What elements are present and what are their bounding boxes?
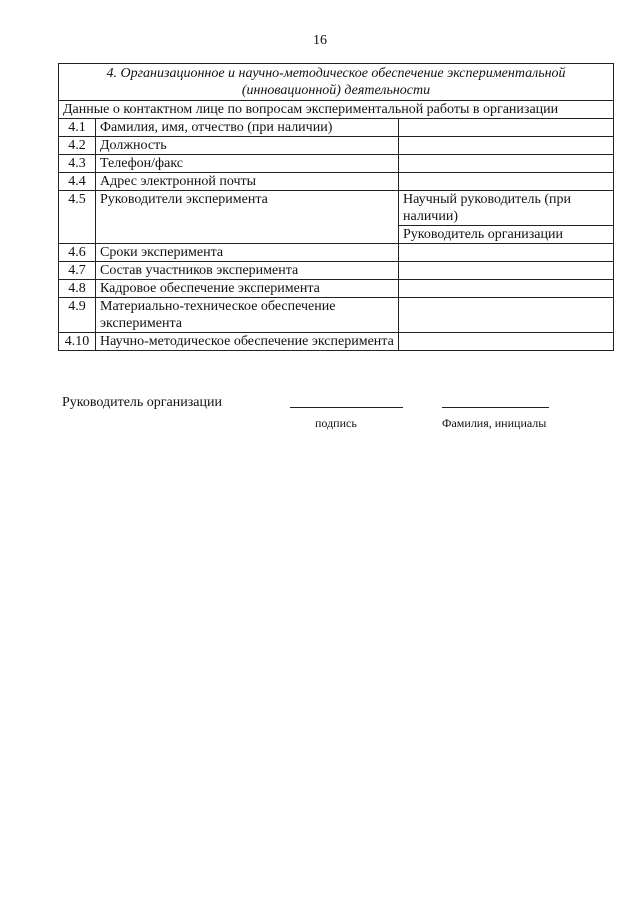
row-label: Материально-техническое обеспечение эксперимента — [96, 298, 399, 333]
row-number: 4.3 — [59, 155, 96, 173]
row-number: 4.4 — [59, 173, 96, 191]
signature-block — [62, 393, 622, 433]
table-row — [59, 333, 614, 351]
row-number: 4.5 — [59, 191, 96, 244]
row-label: Научно-методическое обеспечение эксперимента — [96, 333, 399, 351]
experiment-support-table — [58, 63, 614, 351]
row-label: Телефон/факс — [96, 155, 399, 173]
row-value[interactable] — [399, 333, 614, 351]
row-value-group — [399, 191, 614, 244]
table-row — [59, 262, 614, 280]
row-label: Руководители эксперимента — [96, 191, 399, 244]
row-value[interactable] — [399, 155, 614, 173]
row-label: Фамилия, имя, отчество (при наличии) — [96, 119, 399, 137]
row-value[interactable] — [399, 262, 614, 280]
signature-label: Руководитель организации — [62, 395, 222, 410]
name-initials-line[interactable] — [442, 407, 549, 408]
contact-header: Данные о контактном лице по вопросам экспериментальной работы в организации — [59, 101, 614, 119]
table-row — [59, 191, 614, 244]
table-row — [59, 119, 614, 137]
table-row — [59, 173, 614, 191]
signature-caption: подпись — [315, 416, 357, 430]
table-row — [59, 137, 614, 155]
contact-header-row — [59, 101, 614, 119]
row-number: 4.1 — [59, 119, 96, 137]
row-number: 4.8 — [59, 280, 96, 298]
row-number: 4.7 — [59, 262, 96, 280]
scientific-supervisor-field[interactable]: Научный руководитель (при наличии) — [403, 192, 572, 224]
row-value[interactable] — [399, 119, 614, 137]
table-row — [59, 155, 614, 173]
row-label: Сроки эксперимента — [96, 244, 399, 262]
table-row — [59, 298, 614, 333]
section-title-row — [59, 64, 614, 101]
row-number: 4.6 — [59, 244, 96, 262]
row-number: 4.2 — [59, 137, 96, 155]
row-value[interactable] — [399, 280, 614, 298]
organization-head-field[interactable]: Руководитель организации — [399, 225, 613, 243]
row-number: 4.9 — [59, 298, 96, 333]
row-value[interactable] — [399, 244, 614, 262]
row-value[interactable] — [399, 137, 614, 155]
row-value[interactable] — [399, 173, 614, 191]
row-label: Состав участников эксперимента — [96, 262, 399, 280]
row-value[interactable] — [399, 298, 614, 333]
page-number: 16 — [313, 33, 327, 48]
row-label: Адрес электронной почты — [96, 173, 399, 191]
row-label: Кадровое обеспечение эксперимента — [96, 280, 399, 298]
row-label: Должность — [96, 137, 399, 155]
table-row — [59, 244, 614, 262]
row-number: 4.10 — [59, 333, 96, 351]
name-initials-caption: Фамилия, инициалы — [442, 416, 547, 430]
table-row — [59, 280, 614, 298]
signature-line[interactable] — [290, 407, 403, 408]
section-title: 4. Организационное и научно-методическое обеспечение экспериментальной (инновационной) деятельности — [59, 64, 614, 101]
